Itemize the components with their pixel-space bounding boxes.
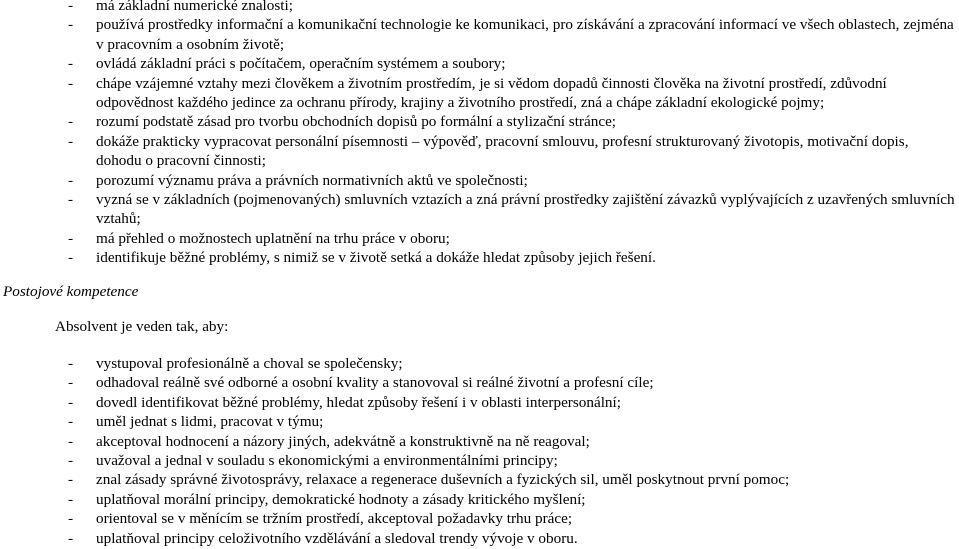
list-item-text: vyzná se v základních (pojmenovaných) smluvních vztazích a zná právní prostředky zajištění závazků vyplývajících z uzavřených smluvních vztahů;	[96, 191, 955, 228]
list-item-text: má základní numerické znalosti;	[96, 0, 293, 14]
list-item	[0, 529, 955, 548]
list-item	[0, 229, 955, 248]
bullet-dash: -	[68, 16, 74, 34]
list-item-text: akceptoval hodnocení a názory jiných, adekvátně a konstruktivně na ně reagoval;	[96, 432, 590, 450]
bullet-dash: -	[68, 171, 74, 189]
list-item-text: uvažoval a jednal v souladu s ekonomickými a environmentálními principy;	[96, 452, 558, 470]
list-item-text: uměl jednat s lidmi, pracovat v týmu;	[96, 413, 324, 431]
list-item	[0, 74, 955, 113]
bullet-dash: -	[68, 229, 74, 247]
list-item	[0, 393, 955, 412]
list-item	[0, 190, 955, 229]
bullet-dash: -	[68, 510, 74, 528]
bullet-dash: -	[68, 191, 74, 209]
bullet-dash: -	[68, 393, 74, 411]
list-item	[0, 0, 955, 15]
list-item	[0, 451, 955, 470]
bullet-dash: -	[68, 355, 74, 372]
bullet-dash: -	[68, 55, 74, 73]
list-item	[0, 112, 955, 131]
bullet-dash: -	[68, 413, 74, 431]
list-item-text: dokáže prakticky vypracovat personální písemnosti – výpověď, pracovní smlouvu, profesní strukturovaný životopis, motivační dopis, dohodu o pracovní činnosti;	[96, 132, 909, 170]
bullet-dash: -	[68, 132, 74, 150]
bullet-dash: -	[68, 490, 74, 508]
list-item	[0, 470, 955, 489]
list-item	[0, 15, 955, 54]
bullet-dash: -	[68, 113, 74, 131]
skills-list	[0, 0, 955, 268]
list-item-text: vystupoval profesionálně a choval se společensky;	[96, 355, 403, 372]
list-item-text: má přehled o možnostech uplatnění na trhu práce v oboru;	[96, 229, 450, 247]
list-item-text: rozumí podstatě zásad pro tvorbu obchodních dopisů po formální a stylizační stránce;	[96, 113, 617, 131]
list-item-text: znal zásady správné životosprávy, relaxace a regenerace duševních a fyzických sil, uměl poskytnout první pomoc;	[96, 471, 790, 489]
list-item	[0, 412, 955, 431]
list-item-text: uplatňoval principy celoživotního vzdělávání a sledoval trendy vývoje v oboru.	[96, 529, 578, 547]
list-item	[0, 171, 955, 190]
section-heading: Postojové kompetence	[3, 283, 139, 300]
list-item-text: odhadoval reálně své odborné a osobní kvality a stanovoval si reálné životní a profesní cíle;	[96, 374, 654, 392]
list-item	[0, 248, 955, 267]
list-item	[0, 354, 955, 373]
list-item	[0, 509, 955, 528]
list-item-text: používá prostředky informační a komunikační technologie ke komunikaci, pro získávání a zpracování informací ve všech oblastech, zejména v pracovním a osobním životě;	[96, 16, 954, 53]
bullet-dash: -	[68, 432, 74, 450]
list-item-text: dovedl identifikovat běžné problémy, hledat způsoby řešení i v oblasti interpersonální;	[96, 393, 621, 411]
list-item-text: orientoval se v měnícím se tržním prostředí, akceptoval požadavky trhu práce;	[96, 510, 573, 528]
list-item-text: chápe vzájemné vztahy mezi člověkem a životním prostředím, je si vědom dopadů činnosti člověka na životní prostředí, zdůvodní odpovědnost každého jedince za ochranu přírody, krajiny a životního prostředí, zná a chápe základní ekologické pojmy;	[96, 74, 887, 112]
bullet-dash: -	[68, 529, 74, 547]
list-item	[0, 432, 955, 451]
list-item	[0, 373, 955, 392]
bullet-dash: -	[68, 0, 74, 14]
list-item-text: ovládá základní práci s počítačem, operačním systémem a soubory;	[96, 55, 506, 73]
bullet-dash: -	[68, 249, 74, 267]
bullet-dash: -	[68, 471, 74, 489]
list-item	[0, 132, 955, 171]
bullet-dash: -	[68, 452, 74, 470]
bullet-dash: -	[68, 374, 74, 392]
list-item-text: uplatňoval morální principy, demokratické hodnoty a zásady kritického myšlení;	[96, 490, 586, 508]
list-item	[0, 54, 955, 73]
bullet-dash: -	[68, 74, 74, 92]
section-intro: Absolvent je veden tak, aby:	[55, 318, 229, 335]
list-item-text: identifikuje běžné problémy, s nimiž se v životě setká a dokáže hledat způsoby jejich řešení.	[96, 249, 656, 267]
list-item	[0, 490, 955, 509]
list-item-text: porozumí významu práva a právních normativních aktů ve společnosti;	[96, 171, 528, 189]
attitude-competences-list	[0, 354, 955, 548]
